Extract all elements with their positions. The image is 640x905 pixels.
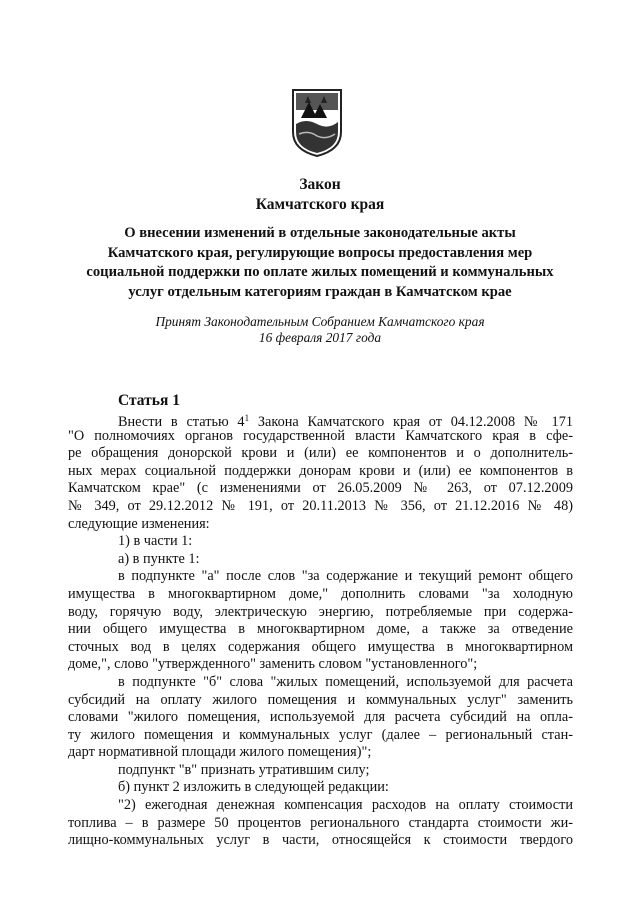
clause-1: 1) в части 1: xyxy=(118,533,193,550)
kamchatka-coat-of-arms-icon xyxy=(291,88,343,158)
body-line: "2) ежегодная денежная компенсация расходов на оплату стоимости xyxy=(118,797,573,814)
body-line: № 349, от 29.12.2012 № 191, от 20.11.2013 № 356, от 21.12.2016 № 48) xyxy=(68,497,573,514)
law-subject xyxy=(70,224,570,302)
article-heading: Статья 1 xyxy=(118,392,180,409)
intro-text: Закона Камчатского края от 04.12.2008 № 171 xyxy=(249,414,573,430)
clause-v: подпункт "в" признать утратившим силу; xyxy=(118,761,370,778)
subject-line: услуг отдельным категориям граждан в Камчатском крае xyxy=(128,283,512,300)
subject-line: Камчатского края, регулирующие вопросы предоставления мер xyxy=(107,244,533,261)
article-intro xyxy=(68,410,573,428)
body-line: топлива – в размере 50 процентов регионального стандарта стоимости жи- xyxy=(68,814,573,831)
body-line: доме,", слово "утвержденного" заменить словом "установленного"; xyxy=(68,656,478,673)
law-region: Камчатского края xyxy=(255,196,385,213)
body-line: "О полномочиях органов государственной власти Камчатского края в сфе- xyxy=(68,427,573,444)
body-line: ту жилого помещения и коммунальных услуг (далее – региональный стан- xyxy=(68,726,573,743)
body-line: сточных вод в целях содержания общего имущества в многоквартирном xyxy=(68,638,573,655)
adoption-body: Принят Законодательным Собранием Камчатского края xyxy=(155,314,485,329)
law-title: Закон xyxy=(299,176,341,193)
subject-line: О внесении изменений в отдельные законодательные акты xyxy=(124,225,516,241)
body-line: ре обращения донорской крови и (или) ее компонентов и о дополнитель- xyxy=(68,445,573,462)
body-line: имущества в многоквартирном доме," дополнить словами "за холодную xyxy=(68,585,573,602)
body-line: нии общего имущества в многоквартирном доме, а также за отведение xyxy=(68,621,573,638)
clause-1b: б) пункт 2 изложить в следующей редакции: xyxy=(118,779,389,796)
adoption-date: 16 февраля 2017 года xyxy=(258,330,382,345)
body-line: лищно-коммунальных услуг в части, относящейся к стоимости твердого xyxy=(68,832,573,849)
body-line: следующие изменения: xyxy=(68,515,210,532)
adoption-note xyxy=(120,314,520,346)
body-line: словами "жилого помещения, используемой для расчета субсидий на опла- xyxy=(68,709,573,726)
body-line: воду, горячую воду, электрическую энергию, потребляемые при содержа- xyxy=(68,603,573,620)
article-body xyxy=(68,410,573,850)
body-line: дарт нормативной площади жилого помещения)"; xyxy=(68,744,372,761)
body-line: Камчатском крае" (с изменениями от 26.05.2009 № 263, от 07.12.2009 xyxy=(68,480,573,497)
body-line: в подпункте "б" слова "жилых помещений, используемой для расчета xyxy=(118,673,573,690)
subject-line: социальной поддержки по оплате жилых помещений и коммунальных xyxy=(86,264,554,280)
clause-1a: а) в пункте 1: xyxy=(118,550,200,567)
intro-superscript: 1 xyxy=(244,413,250,423)
body-line: в подпункте "а" после слов "за содержание и текущий ремонт общего xyxy=(118,568,573,585)
body-line: ных мерах социальной поддержки донорам крови и (или) ее компонентов в xyxy=(68,462,573,479)
intro-text: Внести в статью 4 xyxy=(118,414,245,430)
body-line: субсидий на оплату жилого помещения и коммунальных услуг" заменить xyxy=(68,691,573,708)
